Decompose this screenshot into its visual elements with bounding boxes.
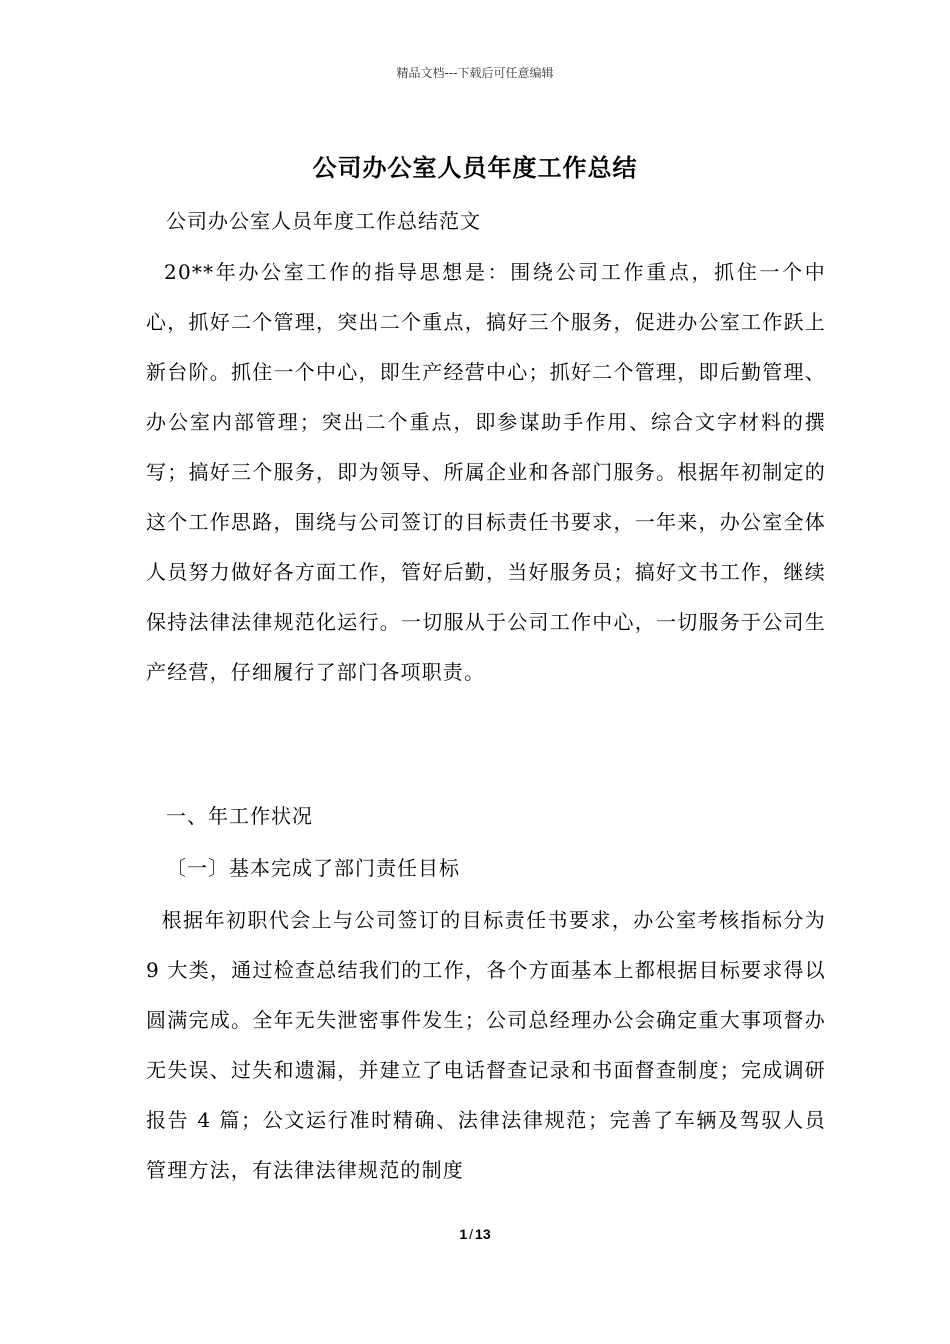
section-sub-heading: 〔一〕基本完成了部门责任目标	[166, 856, 460, 880]
section-heading: 一、年工作状况	[166, 804, 313, 828]
document-title: 公司办公室人员年度工作总结	[312, 154, 638, 182]
section-paragraph: 根据年初职代会上与公司签订的目标责任书要求，办公室考核指标分为 9 大类，通过检查总结我们的工作，各个方面基本上都根据目标要求得以圆满完成。全年无失泄密事件发生；公司总经理办公会确定重大事项督办无失误、过失和遗漏，并建立了电话督查记录和书面督查制度；完成调研报告 4 篇；公文运行准时精确、法律法律规范；完善了车辆及驾驭人员管理方法，有法律法律规范的制度	[146, 908, 826, 1182]
page-number	[0, 1226, 950, 1242]
page-header: 精品文档---下载后可任意编辑	[396, 66, 554, 80]
page-current: 1	[459, 1226, 468, 1242]
page-total: 13	[475, 1226, 491, 1242]
page-separator: /	[469, 1226, 474, 1242]
intro-paragraph: 20**年办公室工作的指导思想是：围绕公司工作重点，抓住一个中心，抓好二个管理，突出二个重点，搞好三个服务，促进办公室工作跃上新台阶。抓住一个中心，即生产经营中心；抓好二个管理，即后勤管理、办公室内部管理；突出二个重点，即参谋助手作用、综合文字材料的撰写；搞好三个服务，即为领导、所属企业和各部门服务。根据年初制定的这个工作思路，围绕与公司签订的目标责任书要求，一年来，办公室全体人员努力做好各方面工作，管好后勤，当好服务员；搞好文书工作，继续保持法律法律规范化运行。一切服从于公司工作中心，一切服务于公司生产经营，仔细履行了部门各项职责。	[146, 260, 826, 684]
document-subtitle: 公司办公室人员年度工作总结范文	[166, 209, 481, 233]
